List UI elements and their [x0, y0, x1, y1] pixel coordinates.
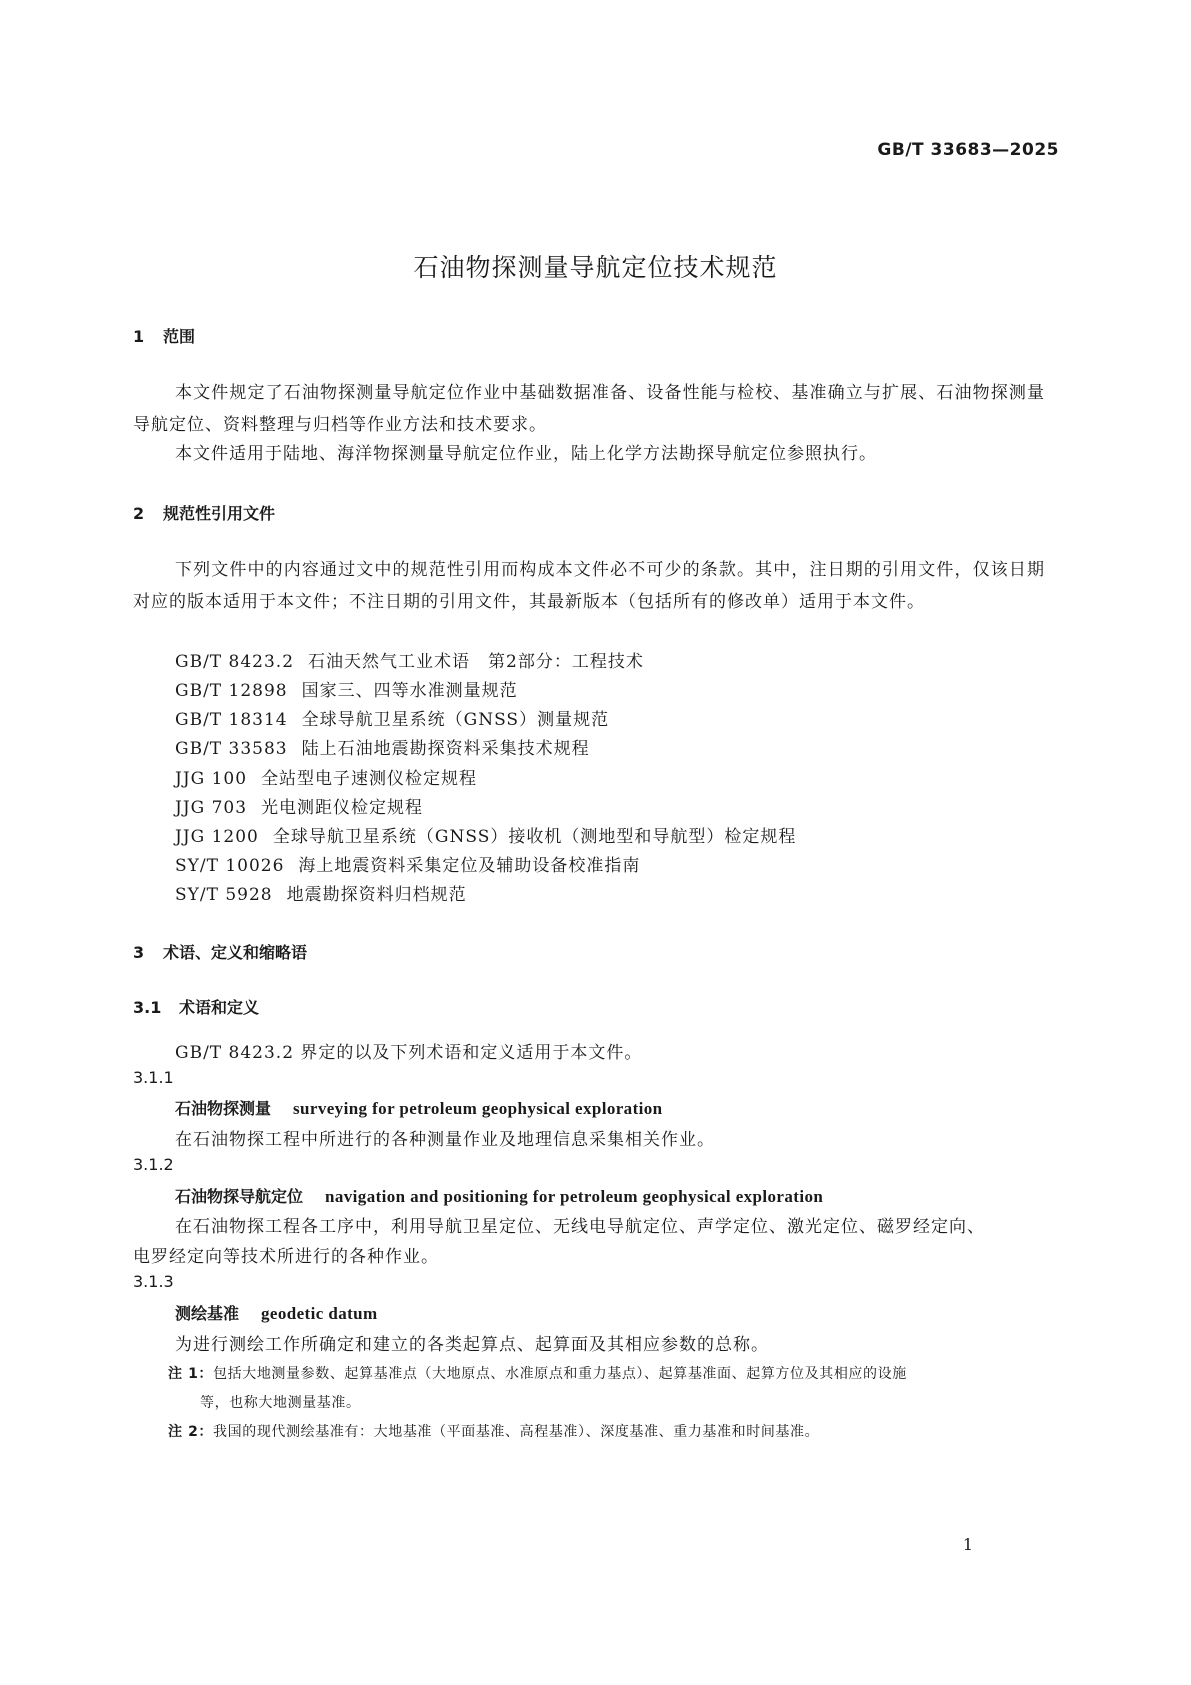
term-number: 3.1.3 [133, 1272, 174, 1291]
term-chinese: 石油物探测量 [175, 1099, 272, 1118]
reference-title: 国家三、四等水准测量规范 [301, 681, 518, 701]
term-definition: 为进行测绘工作所确定和建立的各类起算点、起算面及其相应参数的总称。 [175, 1335, 769, 1355]
section-title: 术语、定义和缩略语 [163, 943, 308, 962]
reference-title: 海上地震资料采集定位及辅助设备校准指南 [298, 856, 641, 876]
reference-item [175, 880, 467, 905]
note-text-continued: 等，也称大地测量基准。 [200, 1395, 361, 1411]
reference-code: JJG 1200 [175, 827, 259, 847]
reference-item [175, 764, 477, 789]
term-definition-continued: 电罗经定向等技术所进行的各种作业。 [133, 1247, 439, 1267]
reference-code: GB/T 33583 [175, 739, 288, 759]
reference-code: GB/T 18314 [175, 710, 288, 730]
reference-title: 全站型电子速测仪检定规程 [261, 769, 478, 789]
term-chinese: 石油物探导航定位 [175, 1187, 304, 1206]
term-entry [175, 1096, 663, 1119]
term-number: 3.1.1 [133, 1068, 174, 1087]
note-text: 我国的现代测绘基准有：大地基准（平面基准、高程基准）、深度基准、重力基准和时间基准。 [213, 1424, 820, 1440]
note-label: 注 2： [168, 1424, 214, 1440]
reference-item [175, 734, 590, 759]
reference-code: SY/T 10026 [175, 856, 285, 876]
note-text: 包括大地测量参数、起算基准点（大地原点、水准原点和重力基点）、起算基准面、起算方位及其相应的设施 [213, 1366, 907, 1382]
term-english: navigation and positioning for petroleum geophysical exploration [325, 1187, 824, 1206]
reference-code: GB/T 8423.2 [175, 652, 295, 672]
term-definition: 在石油物探工程各工序中，利用导航卫星定位、无线电导航定位、声学定位、激光定位、磁罗经定向、 [175, 1217, 985, 1237]
note-2 [168, 1418, 1048, 1447]
term-english: surveying for petroleum geophysical exploration [293, 1099, 663, 1118]
note-label: 注 1： [168, 1366, 214, 1382]
section-2-heading [133, 501, 275, 524]
reference-item [175, 676, 518, 701]
section-1-heading [133, 324, 195, 347]
reference-title: 光电测距仪检定规程 [261, 798, 424, 818]
reference-title: 全球导航卫星系统（GNSS）接收机（测地型和导航型）检定规程 [272, 827, 797, 847]
reference-item [175, 647, 644, 672]
page-number: 1 [962, 1535, 973, 1554]
reference-title: 全球导航卫星系统（GNSS）测量规范 [301, 710, 610, 730]
subsection-3-1-heading [133, 995, 259, 1018]
subsection-number: 3.1 [133, 998, 162, 1017]
terms-intro: GB/T 8423.2 界定的以及下列术语和定义适用于本文件。 [175, 1043, 643, 1063]
note-1 [168, 1360, 1048, 1418]
term-entry [175, 1301, 378, 1324]
reference-code: SY/T 5928 [175, 885, 273, 905]
section-title: 范围 [163, 327, 196, 346]
reference-title: 石油天然气工业术语 第2部分：工程技术 [308, 652, 644, 672]
document-title: 石油物探测量导航定位技术规范 [413, 253, 778, 282]
section-3-heading [133, 940, 307, 963]
reference-item [175, 822, 796, 847]
section-title: 规范性引用文件 [163, 504, 276, 523]
reference-item [175, 705, 609, 730]
term-number: 3.1.2 [133, 1155, 174, 1174]
section-number: 1 [133, 327, 145, 346]
section-number: 2 [133, 504, 145, 523]
scope-paragraph-1: 本文件规定了石油物探测量导航定位作业中基础数据准备、设备性能与检校、基准确立与扩展、石油物探测量导航定位、资料整理与归档等作业方法和技术要求。 [133, 383, 1045, 435]
section-number: 3 [133, 943, 145, 962]
scope-paragraph-2: 本文件适用于陆地、海洋物探测量导航定位作业，陆上化学方法勘探导航定位参照执行。 [175, 444, 877, 464]
term-entry [175, 1184, 823, 1207]
reference-title: 陆上石油地震勘探资料采集技术规程 [301, 739, 590, 759]
reference-item [175, 851, 640, 876]
term-english: geodetic datum [261, 1304, 378, 1323]
subsection-title: 术语和定义 [179, 998, 260, 1017]
reference-code: GB/T 12898 [175, 681, 288, 701]
term-definition: 在石油物探工程中所进行的各种测量作业及地理信息采集相关作业。 [175, 1130, 715, 1150]
normative-references-intro: 下列文件中的内容通过文中的规范性引用而构成本文件必不可少的条款。其中，注日期的引用文件，仅该日期对应的版本适用于本文件；不注日期的引用文件，其最新版本（包括所有的修改单）适用于本文件。 [133, 560, 1045, 612]
reference-code: JJG 100 [175, 769, 248, 789]
reference-code: JJG 703 [175, 798, 248, 818]
reference-title: 地震勘探资料归档规范 [286, 885, 467, 905]
term-chinese: 测绘基准 [175, 1304, 240, 1323]
reference-item [175, 793, 423, 818]
standard-code: GB/T 33683—2025 [877, 140, 1059, 160]
